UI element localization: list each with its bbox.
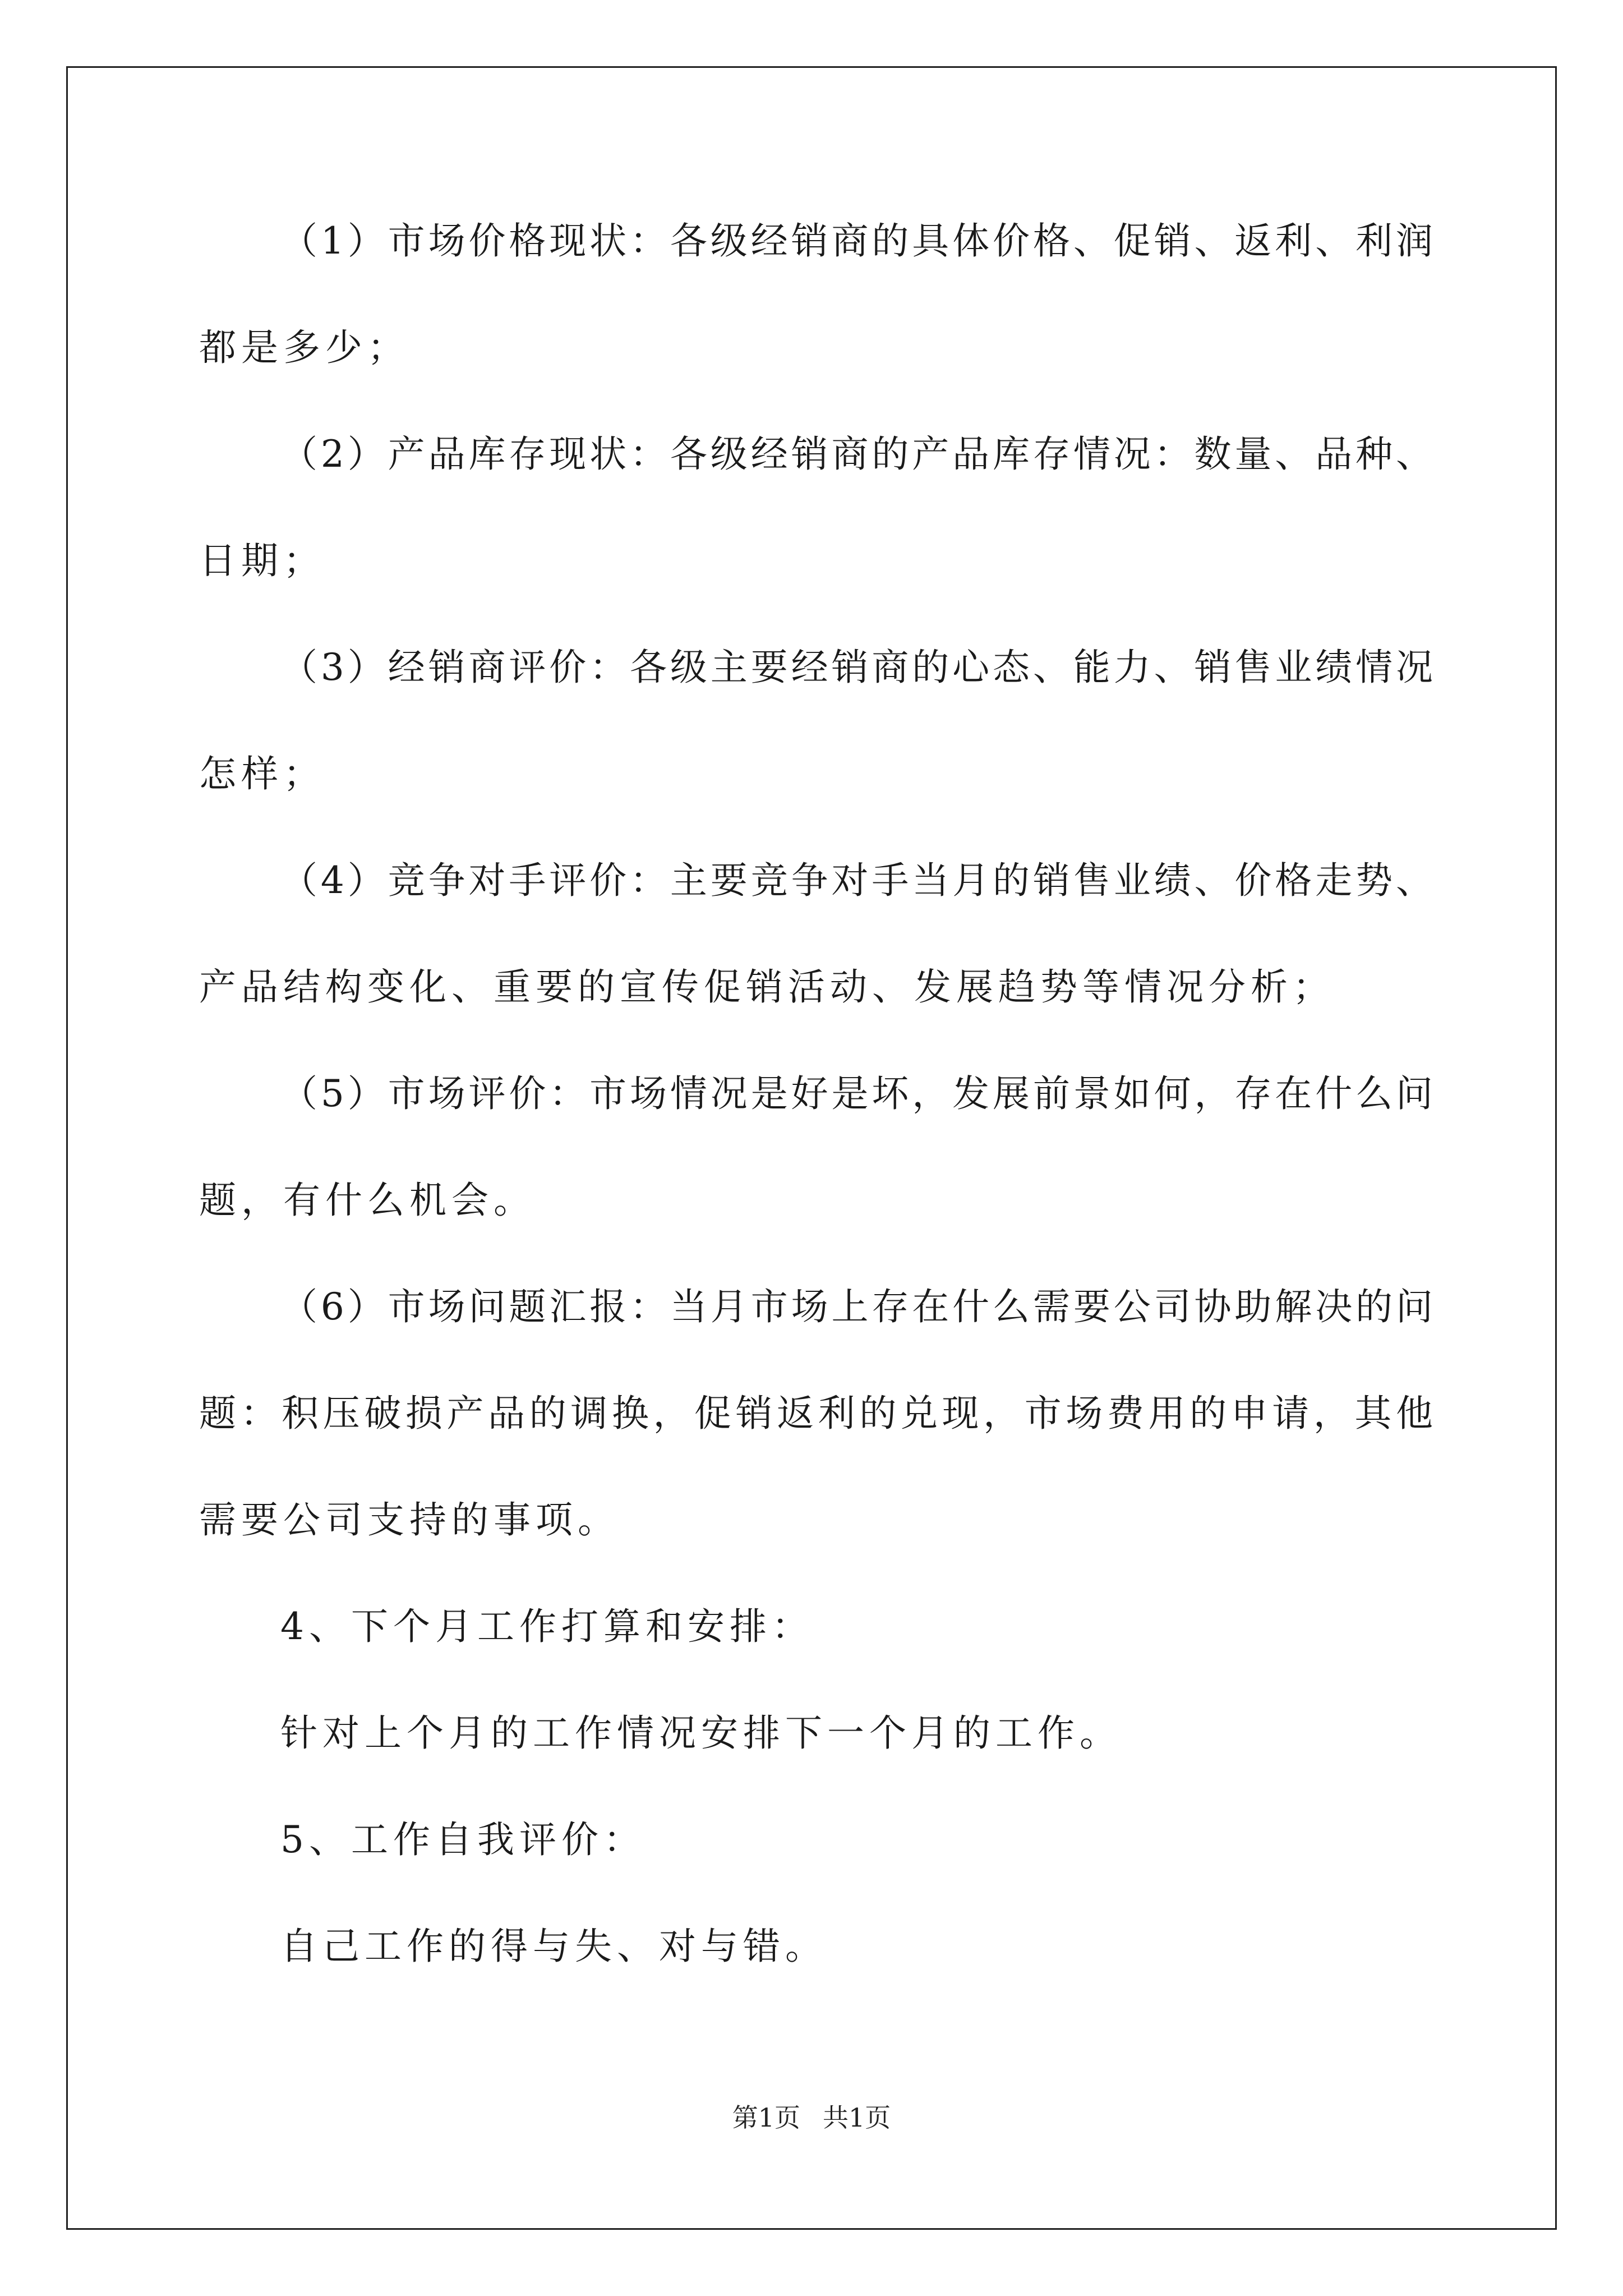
paragraph-3-line-1: （3）经销商评价：各级主要经销商的心态、能力、销售业绩情况 <box>280 646 1433 689</box>
paragraph-6-line-3: 需要公司支持的事项。 <box>199 1498 620 1542</box>
paragraph-3-line-2: 怎样； <box>199 752 325 795</box>
paragraph-4-line-2: 产品结构变化、重要的宣传促销活动、发展趋势等情况分析； <box>199 965 1335 1009</box>
document-body <box>199 213 1433 1975</box>
paragraph-1-line-1: （1）市场价格现状：各级经销商的具体价格、促销、返利、利润 <box>280 219 1433 263</box>
page-number: 第1页 <box>732 2102 800 2133</box>
paragraph-2-line-1: （2）产品库存现状：各级经销商的产品库存情况：数量、品种、 <box>280 432 1433 476</box>
paragraph-4-line-1: （4）竞争对手评价：主要竞争对手当月的销售业绩、价格走势、 <box>280 859 1433 902</box>
paragraph-2-line-2: 日期； <box>199 539 325 582</box>
paragraph-5-line-2: 题，有什么机会。 <box>199 1179 536 1222</box>
section-5-heading: 5、工作自我评价： <box>280 1818 645 1861</box>
paragraph-6-line-2: 题：积压破损产品的调换，促销返利的兑现，市场费用的申请，其他 <box>199 1392 1433 1435</box>
paragraph-5-line-1: （5）市场评价：市场情况是好是坏，发展前景如何，存在什么问 <box>280 1072 1433 1115</box>
paragraph-6-line-1: （6）市场问题汇报：当月市场上存在什么需要公司协助解决的问 <box>280 1285 1433 1328</box>
page-total: 共1页 <box>823 2102 891 2133</box>
page-footer <box>0 2101 1623 2134</box>
section-4-body: 针对上个月的工作情况安排下一个月的工作。 <box>280 1711 1122 1755</box>
section-5-body: 自己工作的得与失、对与错。 <box>280 1925 827 1968</box>
paragraph-1-line-2: 都是多少； <box>199 326 409 369</box>
section-4-heading: 4、下个月工作打算和安排： <box>280 1605 814 1648</box>
